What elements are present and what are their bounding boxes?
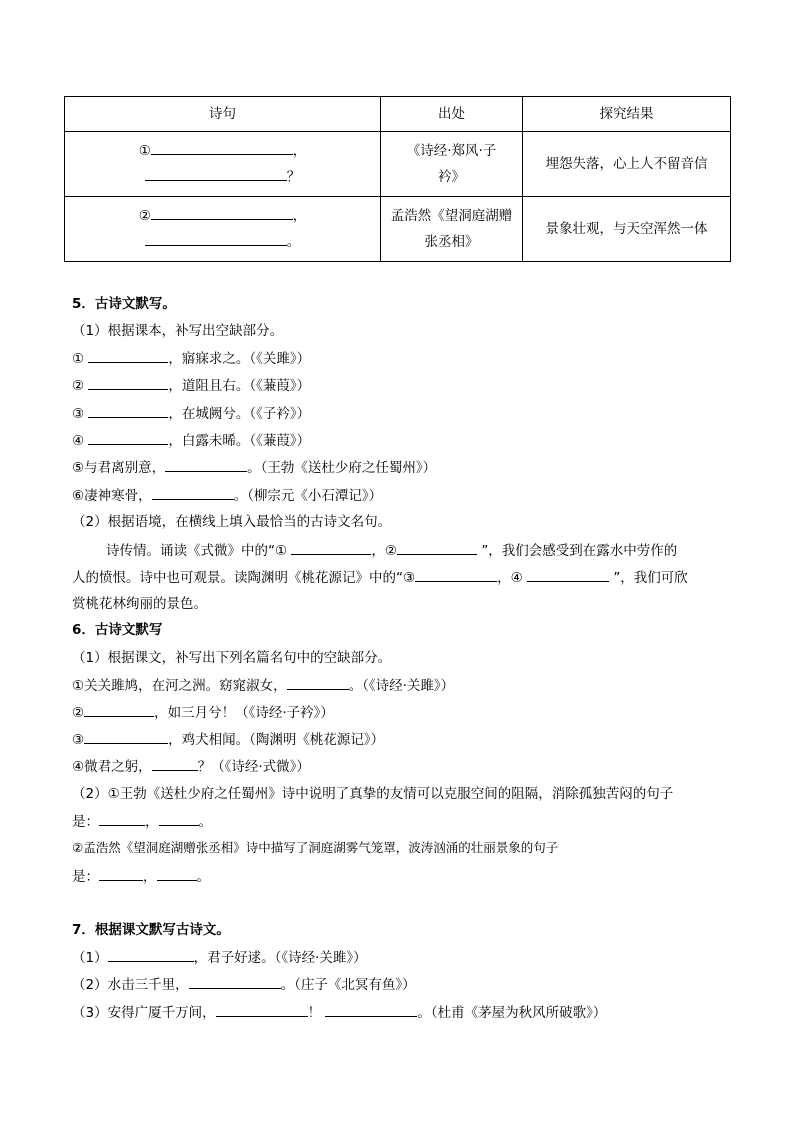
answer-blank[interactable] xyxy=(99,866,143,881)
q5-part2: （2）根据语境，在横线上填入最恰当的古诗文名句。 xyxy=(72,514,392,530)
verse-cell xyxy=(65,197,381,262)
table-row xyxy=(65,132,731,197)
punct: 。 xyxy=(286,234,301,250)
list-item: ③ ，在城阙兮。（《子衿》） xyxy=(72,403,310,424)
list-item: ①关关雎鸠，在河之洲。窈窕淑女， 。（《诗经·关雎》） xyxy=(72,675,454,696)
source-cell xyxy=(381,132,523,197)
answer-blank[interactable] xyxy=(88,375,168,390)
verse-cell xyxy=(65,132,381,197)
source-line: 孟浩然《望洞庭湖赠 xyxy=(390,208,513,224)
list-item: ④微君之躬， ？（《诗经·式微》） xyxy=(72,756,310,777)
answer-blank[interactable] xyxy=(165,457,247,472)
answer-blank[interactable] xyxy=(145,166,287,181)
answer-blank[interactable] xyxy=(397,540,477,555)
punct: ， xyxy=(292,208,307,224)
answer-line: 是： ， 。 xyxy=(72,866,210,887)
q6-part2a: （2）①王勃《送杜少府之任蜀州》诗中说明了真挚的友情可以克服空间的阻隔，消除孤独苦闷的句子 xyxy=(72,786,674,802)
source-line: 张丞相》 xyxy=(424,234,479,250)
header-source: 出处 xyxy=(381,97,523,132)
answer-blank[interactable] xyxy=(216,1002,308,1017)
list-item: （3）安得广厦千万间， ！ 。（杜甫《茅屋为秋风所破歌》） xyxy=(72,1002,606,1023)
list-item: （1） ，君子好逑。（《诗经·关雎》） xyxy=(72,947,367,968)
answer-blank[interactable] xyxy=(415,567,497,582)
answer-blank[interactable] xyxy=(88,348,168,363)
answer-blank[interactable] xyxy=(157,866,197,881)
answer-blank[interactable] xyxy=(287,675,349,690)
punct: ？ xyxy=(286,169,301,185)
answer-blank[interactable] xyxy=(152,756,198,771)
answer-blank[interactable] xyxy=(145,231,287,246)
answer-blank[interactable] xyxy=(325,1002,417,1017)
list-item: ⑥凄神寒骨， 。（柳宗元《小石潭记》） xyxy=(72,485,382,506)
answer-blank[interactable] xyxy=(152,485,234,500)
answer-blank[interactable] xyxy=(151,205,293,220)
answer-blank[interactable] xyxy=(189,974,281,989)
source-line: 衿》 xyxy=(438,169,465,185)
result-cell: 埋怨失落，心上人不留音信 xyxy=(523,132,731,197)
answer-blank[interactable] xyxy=(159,811,199,826)
list-item: ④ ，白露未晞。（《蒹葭》） xyxy=(72,430,310,451)
list-item: ⑤与君离别意， 。（王勃《送杜少府之任蜀州》） xyxy=(72,457,436,478)
table-header-row xyxy=(65,97,731,132)
context-line: 人的愤恨。诗中也可观景。读陶渊明《桃花源记》中的“③ ，④ ”，我们可欣 xyxy=(72,567,688,588)
q5-part1: （1）根据课本，补写出空缺部分。 xyxy=(72,323,284,339)
answer-blank[interactable] xyxy=(88,430,168,445)
q6-part1: （1）根据课文，补写出下列名篇名句中的空缺部分。 xyxy=(72,650,392,666)
poem-table xyxy=(64,96,731,262)
answer-blank[interactable] xyxy=(99,811,145,826)
header-result: 探究结果 xyxy=(523,97,731,132)
source-cell xyxy=(381,197,523,262)
result-cell: 景象壮观，与天空浑然一体 xyxy=(523,197,731,262)
answer-blank[interactable] xyxy=(84,702,154,717)
answer-blank[interactable] xyxy=(527,567,609,582)
table-row xyxy=(65,197,731,262)
answer-blank[interactable] xyxy=(108,947,194,962)
q7-title: 7．根据课文默写古诗文。 xyxy=(72,922,230,938)
row-number: ① xyxy=(138,143,151,159)
list-item: ③ ，鸡犬相闻。（陶渊明《桃花源记》） xyxy=(72,729,384,750)
answer-blank[interactable] xyxy=(151,140,293,155)
q6-part2b: ②孟浩然《望洞庭湖赠张丞相》诗中描写了洞庭湖雾气笼罩，波涛汹涌的壮丽景象的句子 xyxy=(72,840,559,855)
list-item: （2）水击三千里， 。（庄子《北冥有鱼》） xyxy=(72,974,416,995)
answer-blank[interactable] xyxy=(84,729,168,744)
list-item: ① ，寤寐求之。（《关雎》） xyxy=(72,348,310,369)
answer-line: 是： ， 。 xyxy=(72,811,212,832)
context-line: 诗传情。诵读《式微》中的“① ，② ”，我们会感受到在露水中劳作的 xyxy=(106,540,677,561)
list-item: ② ，道阻且右。（《蒹葭》） xyxy=(72,375,310,396)
answer-blank[interactable] xyxy=(291,540,371,555)
row-number: ② xyxy=(138,208,151,224)
q6-title: 6．古诗文默写 xyxy=(72,622,163,638)
list-item: ② ，如三月兮！（《诗经·子衿》） xyxy=(72,702,334,723)
answer-blank[interactable] xyxy=(88,403,168,418)
q5-title: 5．古诗文默写。 xyxy=(72,296,176,312)
context-line: 赏桃花林绚丽的景色。 xyxy=(72,596,207,612)
punct: ， xyxy=(292,143,307,159)
source-line: 《诗经·郑风·子 xyxy=(406,143,497,159)
header-verse: 诗句 xyxy=(65,97,381,132)
